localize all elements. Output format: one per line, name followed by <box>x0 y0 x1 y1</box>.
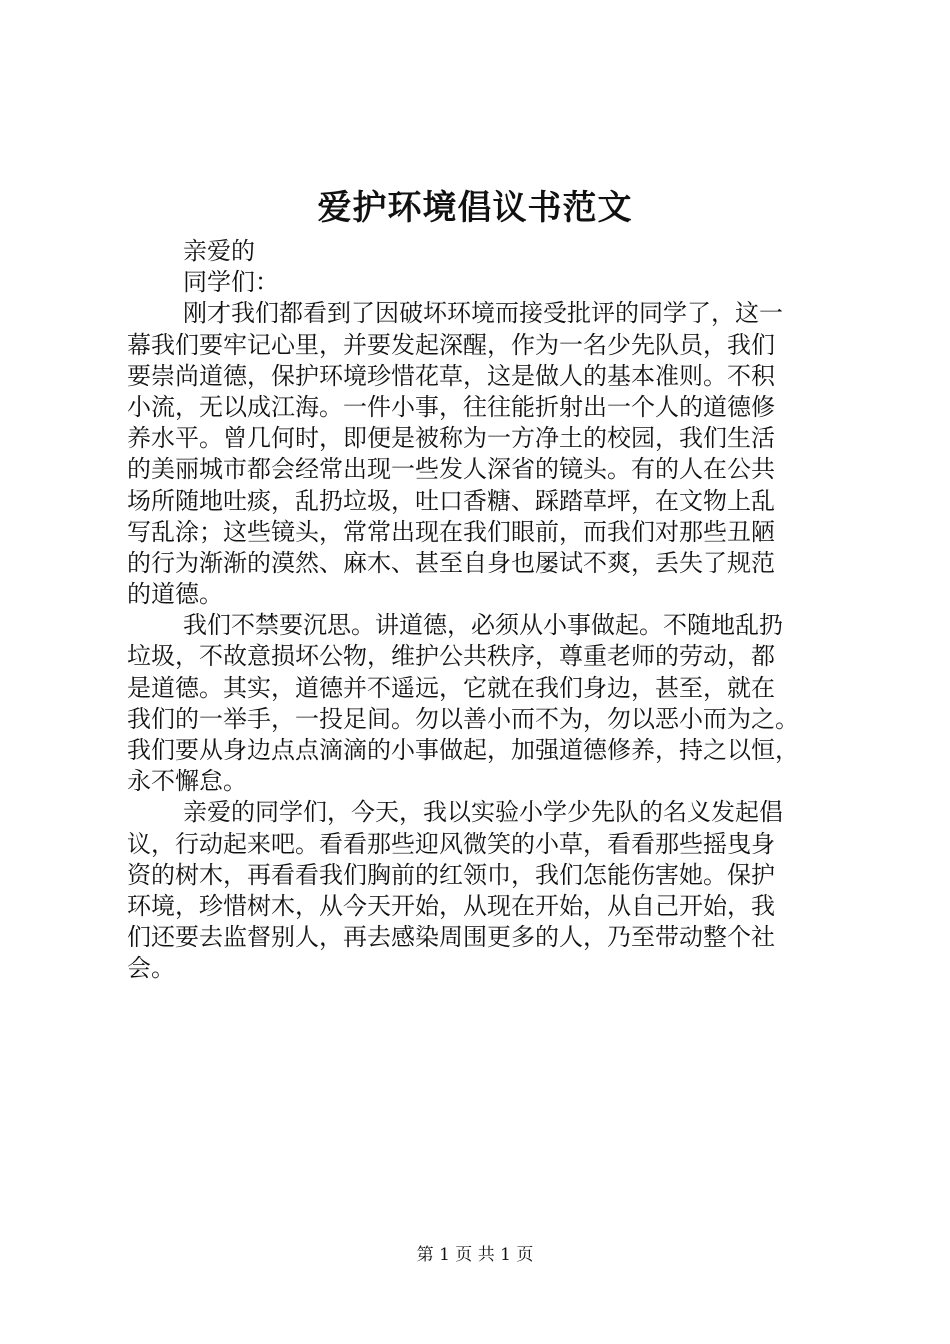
text-line: 场所随地吐痰，乱扔垃圾，吐口香糖、踩踏草坪，在文物上乱 <box>127 486 775 515</box>
page-number-footer: 第 1 页 共 1 页 <box>416 1245 534 1265</box>
text-line: 亲爱的 <box>183 237 255 265</box>
text-line: 小流，无以成江海。一件小事，往往能折射出一个人的道德修 <box>127 392 775 421</box>
text-line: 垃圾，不故意损坏公物，维护公共秩序，尊重老师的劳动，都 <box>127 642 775 671</box>
text-line: 我们要从身边点点滴滴的小事做起，加强道德修养，持之以恒， <box>127 736 799 764</box>
document-body <box>127 236 847 985</box>
document-title: 爱护环境倡议书范文 <box>317 188 633 228</box>
text-line: 我们不禁要沉思。讲道德，必须从小事做起。不随地乱扔 <box>183 611 783 640</box>
text-line: 幕我们要牢记心里，并要发起深醒，作为一名少先队员，我们 <box>127 330 775 359</box>
text-line: 写乱涂；这些镜头，常常出现在我们眼前，而我们对那些丑陋 <box>127 517 775 546</box>
text-line: 亲爱的同学们，今天，我以实验小学少先队的名义发起倡 <box>183 798 783 827</box>
text-line: 永不懈怠。 <box>127 767 247 796</box>
text-line: 环境，珍惜树木，从今天开始，从现在开始，从自己开始，我 <box>127 891 775 920</box>
text-line: 资的树木，再看看我们胸前的红领巾，我们怎能伤害她。保护 <box>127 860 775 889</box>
text-line: 们还要去监督别人，再去感染周围更多的人，乃至带动整个社 <box>127 923 775 952</box>
text-line: 是道德。其实，道德并不遥远，它就在我们身边，甚至，就在 <box>127 673 775 702</box>
text-line: 同学们： <box>183 268 279 297</box>
text-line: 我们的一举手，一投足间。勿以善小而不为，勿以恶小而为之。 <box>127 704 799 733</box>
text-line: 议，行动起来吧。看看那些迎风微笑的小草，看看那些摇曳身 <box>127 829 775 858</box>
text-line: 的行为渐渐的漠然、麻木、甚至自身也屡试不爽，丢失了规范 <box>127 548 775 577</box>
text-line: 养水平。曾几何时，即便是被称为一方净土的校园，我们生活 <box>127 424 775 453</box>
text-line: 的美丽城市都会经常出现一些发人深省的镜头。有的人在公共 <box>127 455 775 484</box>
text-line: 的道德。 <box>127 580 223 609</box>
text-line: 要崇尚道德，保护环境珍惜花草，这是做人的基本准则。不积 <box>127 361 775 390</box>
text-line: 会。 <box>127 954 175 983</box>
text-line: 刚才我们都看到了因破坏环境而接受批评的同学了，这一 <box>183 299 783 328</box>
